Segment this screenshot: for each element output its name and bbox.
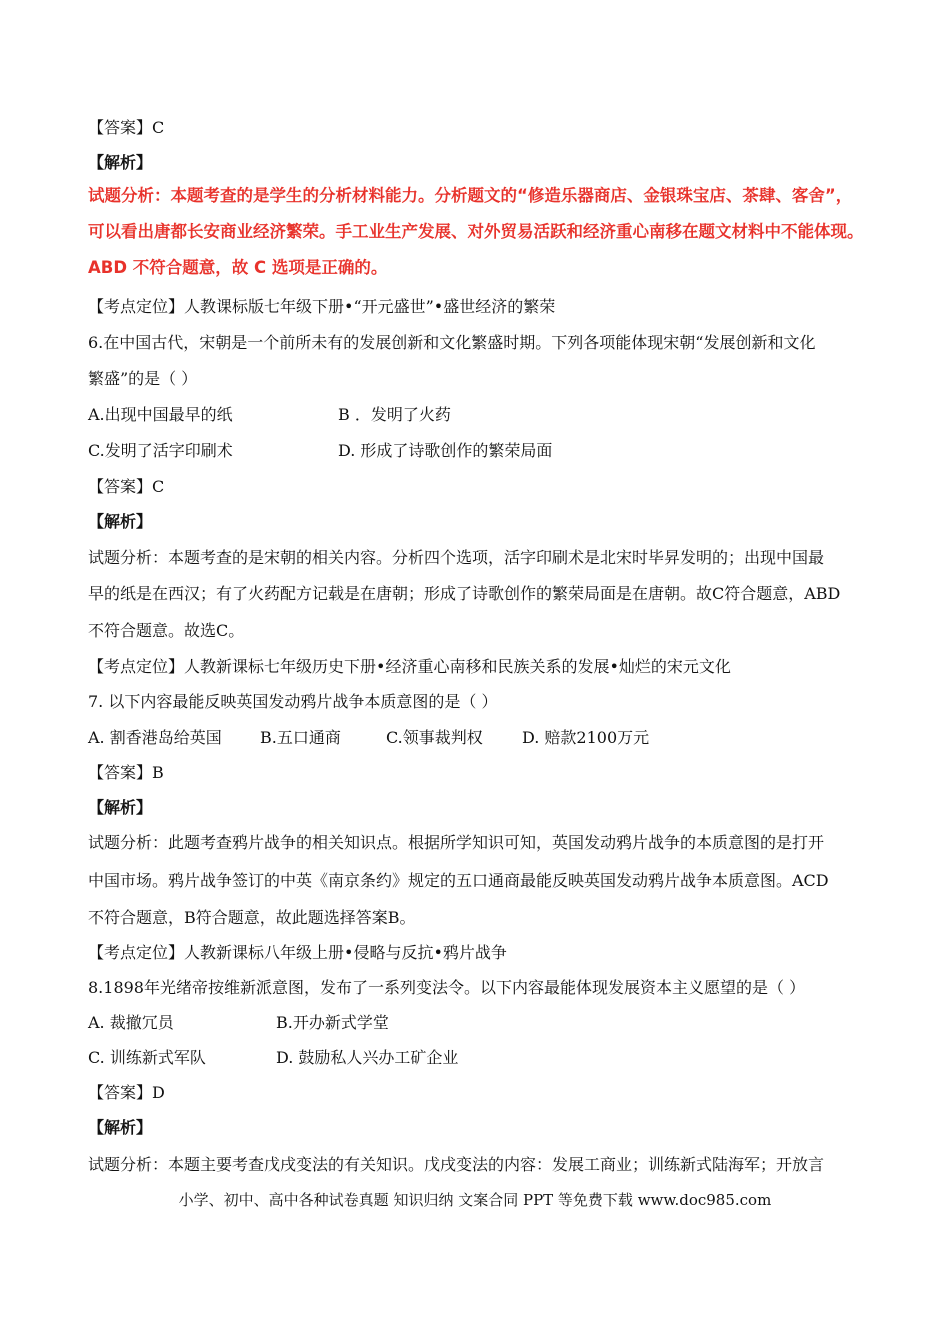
q8-option-b: B.开办新式学堂 bbox=[276, 1013, 389, 1032]
q8-option-d: D. 鼓励私人兴办工矿企业 bbox=[276, 1048, 459, 1067]
q8-option-a: A. 裁撤冗员 bbox=[88, 1013, 174, 1032]
q5-analysis-line-1: 试题分析：本题考查的是学生的分析材料能力。分析题文的“修造乐器商店、金银珠宝店、茶肆、客舍”， bbox=[88, 186, 853, 205]
q5-analysis-line-2: 可以看出唐都长安商业经济繁荣。手工业生产发展、对外贸易活跃和经济重心南移在题文材料中不能体现。 bbox=[88, 222, 864, 241]
q8-option-c: C. 训练新式军队 bbox=[88, 1048, 206, 1067]
q5-analysis-label: 【解析】 bbox=[88, 153, 153, 172]
q6-stem-line-2: 繁盛”的是（ ） bbox=[88, 369, 198, 388]
q6-answer: 【答案】C bbox=[88, 477, 165, 496]
q6-analysis-label: 【解析】 bbox=[88, 512, 153, 531]
page-footer: 小学、初中、高中各种试卷真题 知识归纳 文案合同 PPT 等免费下载 www.doc985.com bbox=[178, 1191, 772, 1209]
q6-option-d: D. 形成了诗歌创作的繁荣局面 bbox=[338, 441, 553, 460]
q8-analysis-line-1: 试题分析：本题主要考查戊戌变法的有关知识。戊戌变法的内容：发展工商业；训练新式陆海军；开放言 bbox=[88, 1155, 825, 1174]
q5-analysis-line-3: ABD 不符合题意，故 C 选项是正确的。 bbox=[88, 258, 388, 277]
q6-option-c: C.发明了活字印刷术 bbox=[88, 441, 233, 460]
q5-answer: 【答案】C bbox=[88, 118, 165, 137]
q7-option-c: C.领事裁判权 bbox=[386, 728, 483, 747]
q5-point: 【考点定位】人教课标版七年级下册•“开元盛世”•盛世经济的繁荣 bbox=[88, 297, 556, 316]
q6-analysis-line-1: 试题分析：本题考查的是宋朝的相关内容。分析四个选项，活字印刷术是北宋时毕昇发明的；出现中国最 bbox=[88, 548, 825, 567]
q8-analysis-label: 【解析】 bbox=[88, 1118, 153, 1137]
q7-option-a: A. 割香港岛给英国 bbox=[88, 728, 222, 747]
q6-point: 【考点定位】人教新课标七年级历史下册•经济重心南移和民族关系的发展•灿烂的宋元文化 bbox=[88, 657, 731, 676]
q6-analysis-line-2: 早的纸是在西汉；有了火药配方记载是在唐朝；形成了诗歌创作的繁荣局面是在唐朝。故C符合题意，ABD bbox=[88, 584, 841, 603]
q6-stem-line-1: 6.在中国古代，宋朝是一个前所未有的发展创新和文化繁盛时期。下列各项能体现宋朝“发展创新和文化 bbox=[88, 333, 816, 352]
q7-option-d: D. 赔款2100万元 bbox=[522, 728, 650, 747]
q7-analysis-line-2: 中国市场。鸦片战争签订的中英《南京条约》规定的五口通商最能反映英国发动鸦片战争本质意图。ACD bbox=[88, 871, 829, 890]
q6-analysis-line-3: 不符合题意。故选C。 bbox=[88, 621, 245, 640]
q6-option-a: A.出现中国最早的纸 bbox=[88, 405, 233, 424]
q7-analysis-label: 【解析】 bbox=[88, 798, 153, 817]
q7-analysis-line-3: 不符合题意，B符合题意，故此题选择答案B。 bbox=[88, 908, 416, 927]
q7-option-b: B.五口通商 bbox=[260, 728, 341, 747]
q7-analysis-line-1: 试题分析：此题考查鸦片战争的相关知识点。根据所学知识可知，英国发动鸦片战争的本质意图的是打开 bbox=[88, 833, 825, 852]
q7-answer: 【答案】B bbox=[88, 763, 164, 782]
q8-answer: 【答案】D bbox=[88, 1083, 165, 1102]
q7-stem: 7. 以下内容最能反映英国发动鸦片战争本质意图的是（ ） bbox=[88, 692, 498, 711]
q7-point: 【考点定位】人教新课标八年级上册•侵略与反抗•鸦片战争 bbox=[88, 943, 507, 962]
q8-stem: 8.1898年光绪帝按维新派意图，发布了一系列变法令。以下内容最能体现发展资本主义愿望的是（ ） bbox=[88, 978, 806, 997]
q6-option-b: B ．发明了火药 bbox=[338, 405, 451, 424]
